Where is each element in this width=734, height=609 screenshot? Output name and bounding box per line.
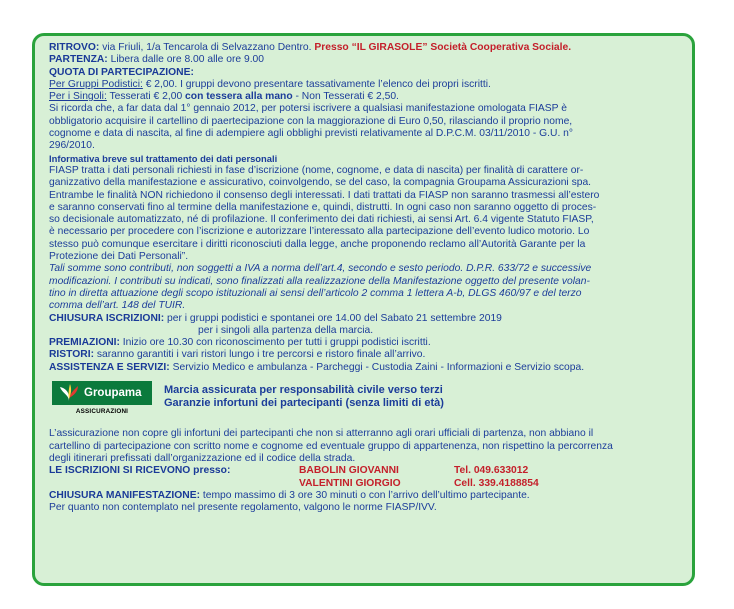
chiusura-manifestazione-label: CHIUSURA MANIFESTAZIONE:: [49, 489, 201, 501]
iscrizioni-line2: [49, 478, 682, 490]
contact-name: VALENTINI GIORGIO: [299, 477, 401, 489]
event-info-box: [32, 33, 695, 586]
tax-note-line: tino in diretta attuazione degli scopo istituzionali ai sensi dell’articolo 2 comma 1 lettera A-b, DLGS 460/97 e del terzo: [49, 287, 582, 299]
insurance-disclaimer-line: degli itinerari prefissati dall’organizzazione ed il codice della strada.: [49, 452, 356, 464]
ristori-line: [49, 349, 682, 361]
quota-gruppi-label: Per Gruppi Podistici:: [49, 78, 143, 90]
footer-note: Per quanto non contemplato nel presente regolamento, valgono le norme FIASP/IVV.: [49, 502, 437, 514]
privacy-line: e saranno conservati fino al termine della manifestazione e, quindi, distrutti. In ogni caso non saranno oggetto di proces-: [49, 201, 597, 213]
premiazioni-line: [49, 337, 682, 349]
quota-notice-line: Si ricorda che, a far data dal 1° gennaio 2012, per potersi iscrivere a qualsiasi manifestazione omologata FIASP è: [49, 103, 567, 115]
chiusura-iscrizioni-line: [49, 313, 682, 325]
privacy-line: stesso può comunque esercitare i diritti riconosciuti dalla legge, anche proponendo reclamo all’Autorità Garante per la: [49, 238, 586, 250]
privacy-line: Entrambe le finalità NON richiedono il consenso degli interessati. I dati trattati da FIASP non saranno trasmessi all’estero: [49, 189, 600, 201]
quota-heading: QUOTA DI PARTECIPAZIONE:: [49, 66, 194, 78]
quota-gruppi-line: [49, 79, 682, 91]
assistenza-label: ASSISTENZA E SERVIZI:: [49, 361, 170, 373]
ritrovo-text: via Friuli, 1/a Tencarola di Selvazzano Dentro.: [99, 42, 315, 53]
chiusura-iscrizioni-label: CHIUSURA ISCRIZIONI:: [49, 312, 165, 324]
quota-singoli-bold: con tessera alla mano: [185, 91, 293, 103]
quota-singoli-text1: Tesserati € 2,00: [106, 91, 186, 103]
insurance-disclaimer-line: cartellino di partecipazione con scritto nome e cognome ed eventuale gruppo di appartenenza, non rispettino la percorrenza: [49, 440, 613, 452]
chiusura-iscrizioni-text: per i gruppi podistici e spontanei ore 14.00 del Sabato 21 settembre 2019: [164, 312, 502, 324]
contact-phone: Cell. 339.4188854: [454, 477, 539, 489]
partenza-line: [49, 54, 682, 66]
tax-note-line: comma dell’art. 148 del TUIR.: [49, 300, 186, 312]
chiusura-manifestazione-text: tempo massimo di 3 ore 30 minuti o con l’arrivo dell’ultimo partecipante.: [200, 489, 530, 501]
insurance-coverage: [164, 384, 444, 410]
contact-phone: Tel. 049.633012: [454, 465, 529, 477]
insurance-section: [49, 381, 682, 418]
iscrizioni-line1: [49, 465, 682, 477]
insurance-line1: Marcia assicurata per responsabilità civile verso terzi: [164, 384, 443, 397]
quota-notice-line: 296/2010.: [49, 140, 95, 152]
contact-name: BABOLIN GIOVANNI: [299, 465, 399, 477]
insurance-disclaimer-line: L’assicurazione non copre gli infortuni dei partecipanti che non si atterranno agli orari ufficiali di partenza, non abbiano il: [49, 428, 594, 440]
partenza-text: Libera dalle ore 8.00 alle ore 9.00: [107, 54, 265, 66]
groupama-leaf-icon: [58, 383, 80, 403]
quota-singoli-line: [49, 91, 682, 103]
groupama-logo: [52, 381, 152, 418]
chiusura-manifestazione-line: [49, 490, 682, 502]
groupama-logo-name: Groupama: [84, 386, 142, 399]
groupama-logo-sub: ASSICURAZIONI: [75, 408, 129, 416]
ritrovo-label: RITROVO:: [49, 42, 100, 53]
assistenza-text: Servizio Medico e ambulanza - Parcheggi - Custodia Zaini - Informazioni e Servizio scopa.: [169, 361, 585, 373]
quota-notice-line: obbligatorio acquisire il cartellino di paertecipazione con la maggiorazione di Euro 0,50, rilasciando il proprio nome,: [49, 115, 573, 127]
privacy-line: Protezione dei Dati Personali”.: [49, 251, 189, 263]
tax-note-line: Tali somme sono contributi, non soggetti a IVA a norma dell’art.4, secondo e sesto periodo. D.P.R. 633/72 e successive: [49, 263, 592, 275]
privacy-title: Informativa breve sul trattamento dei dati personali: [49, 152, 278, 164]
chiusura-iscrizioni-line2: per i singoli alla partenza della marcia.: [198, 324, 374, 336]
partenza-label: PARTENZA:: [49, 54, 108, 66]
quota-notice-line: cognome e data di nascita, al fine di adempiere agli obblighi previsti relativamente al D.P.C.M. 03/11/2010 - G.U. n°: [49, 128, 574, 140]
quota-singoli-text2: - Non Tesserati € 2,50.: [292, 91, 399, 103]
groupama-logo-box: [52, 381, 152, 405]
assistenza-line: [49, 362, 682, 374]
tax-note-line: modificazioni. I contributi su indicati, sono finalizzati alla realizzazione della Manifestazione oggetto del presente volan-: [49, 275, 590, 287]
privacy-line: so decisionale automatizzato, né di profilazione. Il conferimento dei dati richiesti, ai sensi Art. 6.4 vigente Statuto FIASP,: [49, 214, 594, 226]
ritrovo-line: [49, 42, 682, 54]
ristori-label: RISTORI:: [49, 349, 95, 361]
privacy-line: ganizzativo della manifestazione e assicurativo, coinvolgendo, se del caso, la compagnia Groupama Assicurazioni spa.: [49, 177, 592, 189]
iscrizioni-label: LE ISCRIZIONI SI RICEVONO presso:: [49, 465, 231, 477]
premiazioni-label: PREMIAZIONI:: [49, 337, 120, 349]
insurance-line2: Garanzie infortuni dei partecipanti (senza limiti di età): [164, 397, 444, 410]
quota-singoli-label: Per i Singoli:: [49, 91, 107, 103]
ritrovo-place: Presso “IL GIRASOLE” Società Cooperativa Sociale.: [314, 42, 572, 53]
quota-gruppi-text: € 2,00. I gruppi devono presentare tassativamente l’elenco dei propri iscritti.: [142, 78, 491, 90]
ristori-text: saranno garantiti i vari ristori lungo i tre percorsi e ristoro finale all’arrivo.: [94, 349, 426, 361]
privacy-line: FIASP tratta i dati personali richiesti in fase d’iscrizione (nome, cognome, e data di nascita) per finalità di carattere or-: [49, 164, 584, 176]
privacy-line: è necessario per procedere con l’iscrizione e autorizzare l’interessato alla partecipazione dell’evento ludico motorio. Lo: [49, 226, 590, 238]
premiazioni-text: Inizio ore 10.30 con riconoscimento per tutti i gruppi podistici iscritti.: [119, 337, 431, 349]
